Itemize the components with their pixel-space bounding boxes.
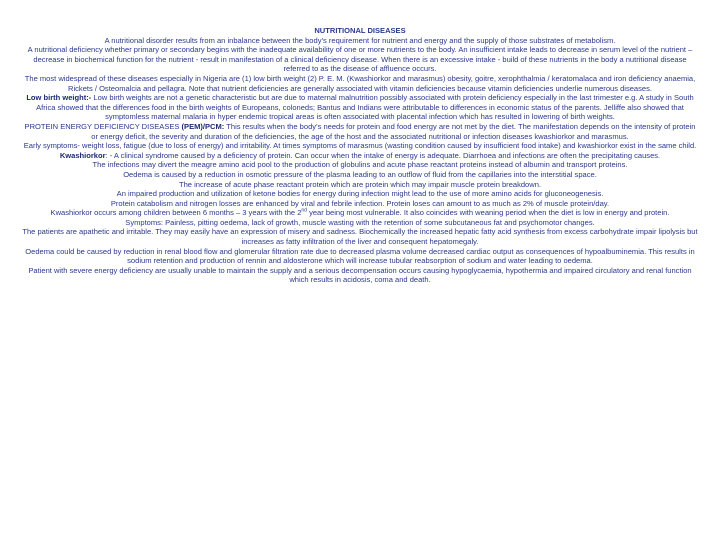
low-birth-weight-label: Low birth weight:- (26, 93, 92, 103)
pem-lead: PROTEIN ENERGY DEFICIENCY DISEASES (24, 121, 182, 131)
paragraph-oedema-osmotic: Oedema is caused by a reduction in osmotic pressure of the plasma leading to an outflow of fluid from the capillaries into the interstitial space. (123, 169, 597, 179)
paragraph-symptoms: Symptoms: Painless, pitting oedema, lack of growth, muscle wasting with the retention of some subcutaneous fat and psychomotor changes. (125, 217, 595, 227)
age-range-text-a: Kwashiorkor occurs among children between 6 months – 3 years with the 2 (50, 208, 302, 218)
low-birth-weight-text: Low birth weights are not a genetic characteristic but are due to maternal malnutrition possibly associated with protein deficiency especially in the last trimester e.g. A study in South Africa showed that the differences food in the birth weights of Europeans, coloneds; Bantus and Indians were attributable to differences in economic status of the parents. Jelliffe also showed that symptomless maternal malaria in hyper endemic tropical areas is often associated with placental infection which has resulted in lowering of birth weights. (36, 93, 694, 122)
pem-label: (PEM)/PCM: (181, 121, 225, 131)
kwashiorkor-text: : - A clinical syndrome caused by a deficiency of protein. Can occur when the intake of energy is adequate. Diarrhoea and infections are often the precipitating causes. (105, 150, 661, 160)
paragraph-catabolism: Protein catabolism and nitrogen losses are enhanced by viral and febrile infection. Protein loses can amount to as much as 2% of muscle protein/day. (110, 198, 610, 208)
kwashiorkor-label: Kwashiorkor (59, 150, 106, 160)
paragraph-severe-deficiency: Patient with severe energy deficiency are usually unable to maintain the supply and a serious decompensation occurs causing hypoglycaemia, hypothermia and impaired circulatory and renal function which results in acidosis, coma and death. (28, 265, 692, 285)
paragraph-kwashiorkor (22, 151, 698, 161)
document-title: NUTRITIONAL DISEASES (314, 26, 406, 35)
paragraph-acute-phase: The increase of acute phase reactant protein which are protein which may impair muscle protein breakdown. (178, 179, 542, 189)
paragraph-widespread-diseases: The most widespread of these diseases especially in Nigeria are (1) low birth weight (2) P. E. M. (Kwashiorkor and marasmus) obesity, goitre, xerophthalmia / keratomalaca and iron deficiency anaemia, Rickets / Osteomalcia and pellagra. Note that nutrient deficiencies are generally associated with vitamin deficiencies because vitamin deficiencies underlie numerous diseases. (24, 73, 696, 93)
paragraph-early-symptoms: Early symptoms- weight loss, fatigue (due to loss of energy) and irritability. At times symptoms of marasmus (wasting condition caused by insufficient food intake) and kwashiorkor exist in the same child. (23, 141, 697, 151)
paragraph-apathetic: The patients are apathetic and irritable. They may easily have an expression of misery and sadness. Biochemically the increased hepatic fatty acid synthesis from excess carbohydrate impair lipolysis but increases as fatty infiltration of the liver and consequent hepatomegaly. (22, 227, 698, 247)
paragraph-deficiency: A nutritional deficiency whether primary or secondary begins with the inadequate availability of one or more nutrients to the body. An insufficient intake leads to decrease in serum level of the nutrient – decrease in biochemical function for the nutrient - result in manifestation of a clinical deficiency disease. When there is an excessive intake - build of these nutrients in the body a nutritional disease referred to as the disease of affluence occurs. (27, 45, 693, 74)
paragraph-low-birth-weight (22, 93, 698, 122)
age-range-text-b: year being most vulnerable. It also coincides with weaning period when the diet is low in energy and protein. (306, 208, 670, 218)
paragraph-age-range (22, 208, 698, 218)
paragraph-pem (22, 122, 698, 141)
paragraph-ketone: An impaired production and utilization of ketone bodies for energy during infection might lead to the use of more amino acids for gluconeogenesis. (116, 189, 604, 199)
paragraph-definition: A nutritional disorder results from an inbalance between the body’s requirement for nutrient and energy and the supply of those substrates of metabolism. (104, 35, 616, 45)
paragraph-infections: The infections may divert the meagre amino acid pool to the production of globulins and acute phase reactant proteins instead of albumin and transport proteins. (92, 160, 628, 170)
paragraph-oedema-renal: Oedema could be caused by reduction in renal blood flow and glomerular filtration rate due to decreased plasma volume decreased cardiac output as consequences of hypoalbuminemia. This results in sodium retention and production of rennin and aldosterone which will increase tubular reabsorption of sodium and water leading to oedema. (25, 246, 695, 266)
age-range-sup: nd (301, 207, 307, 214)
pem-text: This results when the body’s needs for protein and food energy are not met by the diet. The manifestation depends on the intensity of protein or energy deficit, the severity and duration of the deficiencies, the age of the host and the associated nutritional or infection diseases kwashiorkor and marasmus. (91, 121, 696, 141)
